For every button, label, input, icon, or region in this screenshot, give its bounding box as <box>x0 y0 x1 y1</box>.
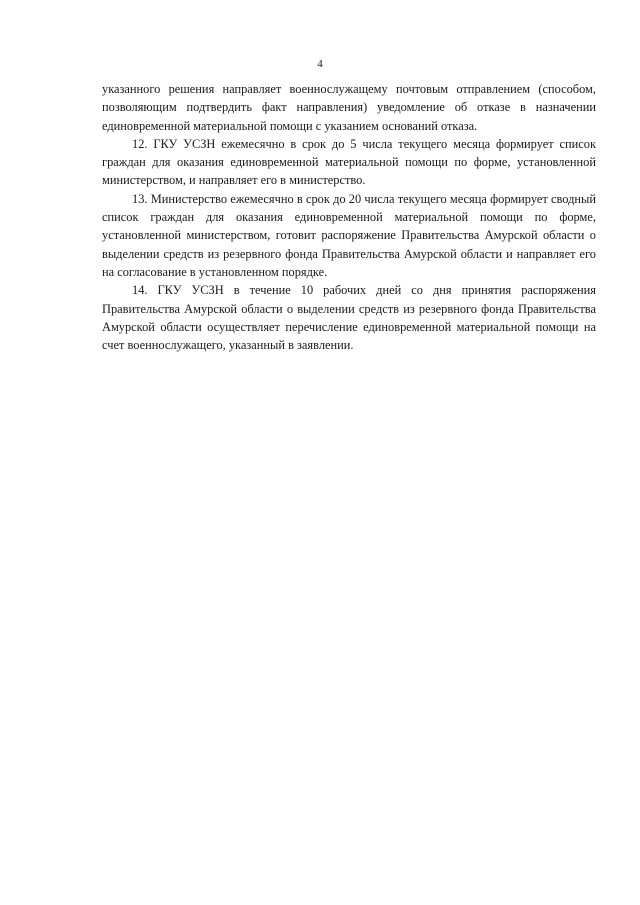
paragraph-continuation: указанного решения направляет военнослужащему почтовым отправлением (способом, позволяющим подтвердить факт направления) уведомление об отказе в назначении единовременной материальной помощи с указанием оснований отказа. <box>102 82 596 133</box>
paragraph-item-12: 12. ГКУ УСЗН ежемесячно в срок до 5 числа текущего месяца формирует список граждан для оказания единовременной материальной помощи по форме, установленной министерством, и направляет его в министерство. <box>102 136 596 188</box>
paragraph-item-14: 14. ГКУ УСЗН в течение 10 рабочих дней со дня принятия распоряжения Правительства Амурской области о выделении средств из резервного фонда Правительства Амурской области осуществляет перечисление единовременной материальной помощи на счет военнослужащего, указанный в заявлении. <box>102 283 596 353</box>
paragraph-item-13: 13. Министерство ежемесячно в срок до 20 числа текущего месяца формирует сводный список граждан для оказания единовременной материальной помощи по форме, установленной министерством, готовит распоряжение Правительства Амурской области о выделении средств из резервного фонда Правительства Амурской области и направляет его на согласование в установленном порядке. <box>102 191 596 279</box>
document-body <box>102 80 596 354</box>
page-number: 4 <box>317 58 323 70</box>
